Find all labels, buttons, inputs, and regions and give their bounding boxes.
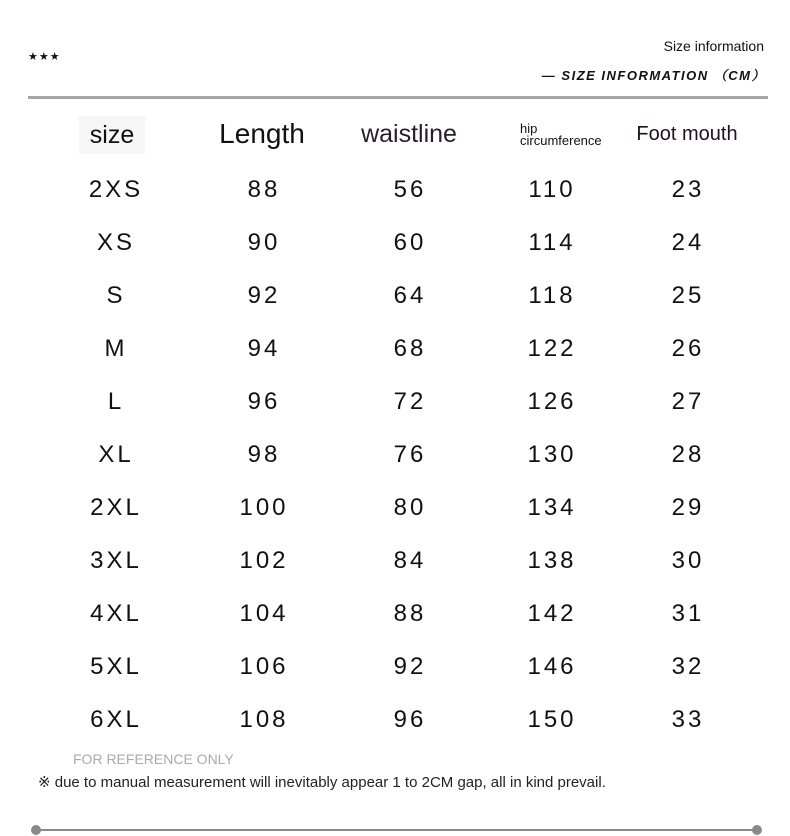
divider-end-dot-right: [752, 825, 762, 835]
cell-foot-mouth: 26: [671, 335, 705, 362]
cell-length: 102: [239, 547, 289, 574]
cell-length: 88: [247, 176, 281, 203]
cell-length: 96: [247, 388, 281, 415]
size-table-body: [0, 163, 790, 746]
cell-foot-mouth: 30: [671, 547, 705, 574]
table-header: [0, 110, 790, 158]
cell-length: 100: [239, 494, 289, 521]
table-row: [0, 481, 790, 534]
cell-hip: 146: [527, 653, 577, 680]
table-row: [0, 534, 790, 587]
cell-waistline: 56: [393, 176, 427, 203]
cell-size: M: [104, 335, 128, 362]
cell-size: L: [107, 388, 125, 415]
divider-end-dot-left: [31, 825, 41, 835]
cell-size: 6XL: [90, 706, 142, 733]
cell-size: XS: [96, 229, 135, 256]
cell-length: 94: [247, 335, 281, 362]
cell-hip: 134: [527, 494, 577, 521]
table-row: [0, 269, 790, 322]
cell-size: 2XS: [88, 176, 144, 203]
cell-foot-mouth: 23: [671, 176, 705, 203]
cell-hip: 126: [527, 388, 577, 415]
cell-waistline: 88: [393, 600, 427, 627]
cell-size: 5XL: [90, 653, 142, 680]
cell-hip: 122: [527, 335, 577, 362]
cell-length: 98: [247, 441, 281, 468]
cell-waistline: 92: [393, 653, 427, 680]
table-row: [0, 216, 790, 269]
table-row: [0, 375, 790, 428]
cell-length: 90: [247, 229, 281, 256]
header-waistline: waistline: [361, 119, 457, 148]
header-foot-mouth: Foot mouth: [636, 122, 738, 145]
cell-foot-mouth: 33: [671, 706, 705, 733]
table-row: [0, 640, 790, 693]
cell-hip: 138: [527, 547, 577, 574]
cell-foot-mouth: 31: [671, 600, 705, 627]
cell-waistline: 76: [393, 441, 427, 468]
cell-hip: 114: [528, 229, 576, 256]
cell-length: 92: [247, 282, 281, 309]
header-hip-line1: hip: [520, 121, 538, 136]
cell-waistline: 68: [393, 335, 427, 362]
table-row: [0, 693, 790, 746]
table-row: [0, 428, 790, 481]
cell-waistline: 64: [393, 282, 427, 309]
page-title: Size information: [663, 38, 764, 54]
cell-hip: 110: [528, 176, 576, 203]
table-row: [0, 322, 790, 375]
header-length: Length: [219, 118, 305, 149]
cell-hip: 130: [527, 441, 577, 468]
cell-size: 2XL: [90, 494, 142, 521]
stars-decoration: ★★★: [28, 51, 61, 63]
cell-foot-mouth: 27: [671, 388, 705, 415]
cell-foot-mouth: 24: [671, 229, 705, 256]
cell-waistline: 60: [393, 229, 427, 256]
cell-size: 4XL: [90, 600, 142, 627]
cell-waistline: 80: [393, 494, 427, 521]
page-subtitle: — SIZE INFORMATION （CM）: [541, 68, 766, 83]
cell-waistline: 72: [393, 388, 427, 415]
header-size: size: [79, 116, 145, 154]
cell-hip: 142: [527, 600, 577, 627]
cell-foot-mouth: 28: [671, 441, 705, 468]
cell-length: 106: [239, 653, 289, 680]
table-row: [0, 163, 790, 216]
reference-only-label: FOR REFERENCE ONLY: [73, 751, 234, 767]
cell-foot-mouth: 32: [671, 653, 705, 680]
cell-length: 104: [239, 600, 289, 627]
measurement-note: ※ due to manual measurement will inevitably appear 1 to 2CM gap, all in kind prevail.: [38, 774, 606, 791]
cell-foot-mouth: 29: [671, 494, 705, 521]
header-hip-circumference: [520, 110, 620, 158]
cell-hip: 118: [528, 282, 576, 309]
bottom-divider: [36, 829, 757, 831]
cell-waistline: 96: [393, 706, 427, 733]
table-row: [0, 587, 790, 640]
cell-waistline: 84: [393, 547, 427, 574]
header-hip-line2: circumference: [520, 133, 602, 148]
cell-foot-mouth: 25: [671, 282, 705, 309]
cell-length: 108: [239, 706, 289, 733]
cell-size: 3XL: [90, 547, 142, 574]
top-divider: [28, 96, 768, 99]
cell-hip: 150: [527, 706, 577, 733]
cell-size: XL: [98, 441, 134, 468]
cell-size: S: [106, 282, 126, 309]
